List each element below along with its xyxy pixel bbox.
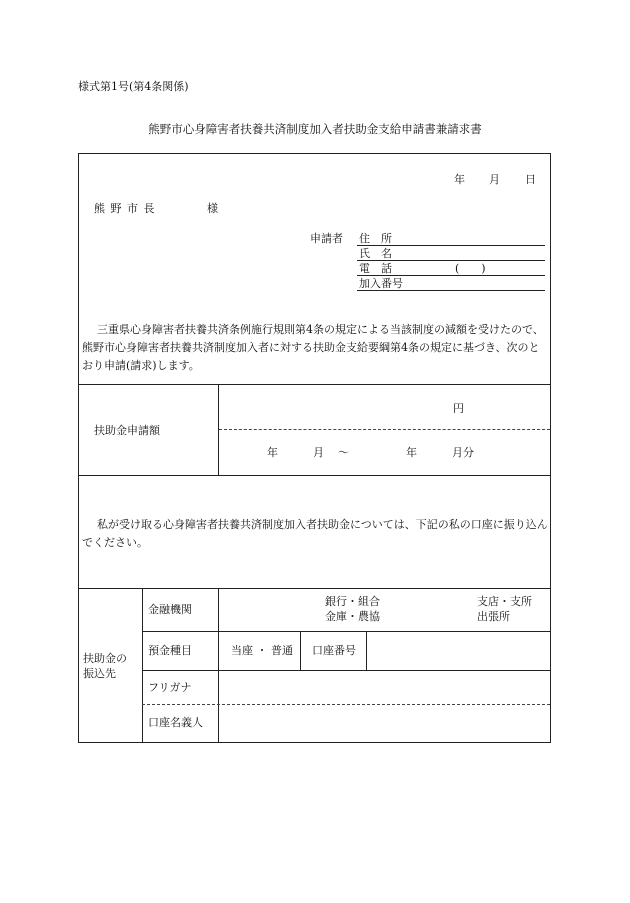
date-day: 日	[525, 173, 536, 186]
transfer-label-1: 扶助金の	[83, 652, 127, 665]
yen-unit: 円	[453, 402, 464, 415]
period-to-month: 月分	[452, 446, 474, 459]
form-number: 様式第1号(第4条関係)	[78, 80, 189, 93]
date-month: 月	[489, 173, 500, 186]
applicant-name-label: 氏 名	[359, 247, 392, 260]
bank-types-1: 銀行・組合	[325, 595, 380, 608]
application-form	[78, 153, 551, 743]
deposit-type-label: 預金種目	[148, 644, 192, 657]
member-number-label: 加入番号	[359, 277, 403, 290]
addressee-honorific: 様	[207, 202, 218, 215]
period-from-year: 年	[267, 446, 278, 459]
statement-transfer: 私が受け取る心身障害者扶養共済制度加入者扶助金については、下記の私の口座に振り込んでください。	[82, 518, 548, 549]
transfer-label-2: 振込先	[83, 667, 116, 680]
phone-paren: ( )	[455, 262, 486, 275]
addressee-name: 熊 野 市 長	[94, 202, 156, 215]
bank-types-2: 金庫・農協	[325, 610, 380, 623]
applicant-phone-label: 電 話	[359, 262, 392, 275]
branch-types-2: 出張所	[477, 610, 510, 623]
period-tilde: 〜	[338, 446, 349, 459]
applicant-address-label: 住 所	[359, 232, 392, 245]
address-line	[357, 245, 545, 246]
statement-reduction: 三重県心身障害者扶養共済条例施行規則第4条の規定による当該制度の減額を受けたので、熊野市心身障害者扶養共済制度加入者に対する扶助金支給要綱第4条の規定に基づき、次のとおり申請(請求)します。	[82, 323, 544, 372]
amount-label: 扶助金申請額	[94, 424, 160, 437]
account-number-label: 口座番号	[312, 644, 356, 657]
deposit-type-options: 当座 ・ 普通	[231, 644, 293, 657]
institution-label: 金融機関	[148, 603, 192, 616]
account-holder-label: 口座名義人	[148, 716, 203, 729]
furigana-label: フリガナ	[148, 681, 192, 694]
page-title: 熊野市心身障害者扶養共済制度加入者扶助金支給申請書兼請求書	[148, 122, 482, 136]
period-to-year: 年	[406, 446, 417, 459]
period-from-month: 月	[313, 446, 324, 459]
name-line	[357, 260, 545, 261]
member-number-line	[357, 290, 545, 291]
phone-line	[357, 275, 545, 276]
date-year: 年	[454, 173, 465, 186]
branch-types-1: 支店・支所	[477, 595, 532, 608]
applicant-label: 申請者	[310, 232, 343, 245]
